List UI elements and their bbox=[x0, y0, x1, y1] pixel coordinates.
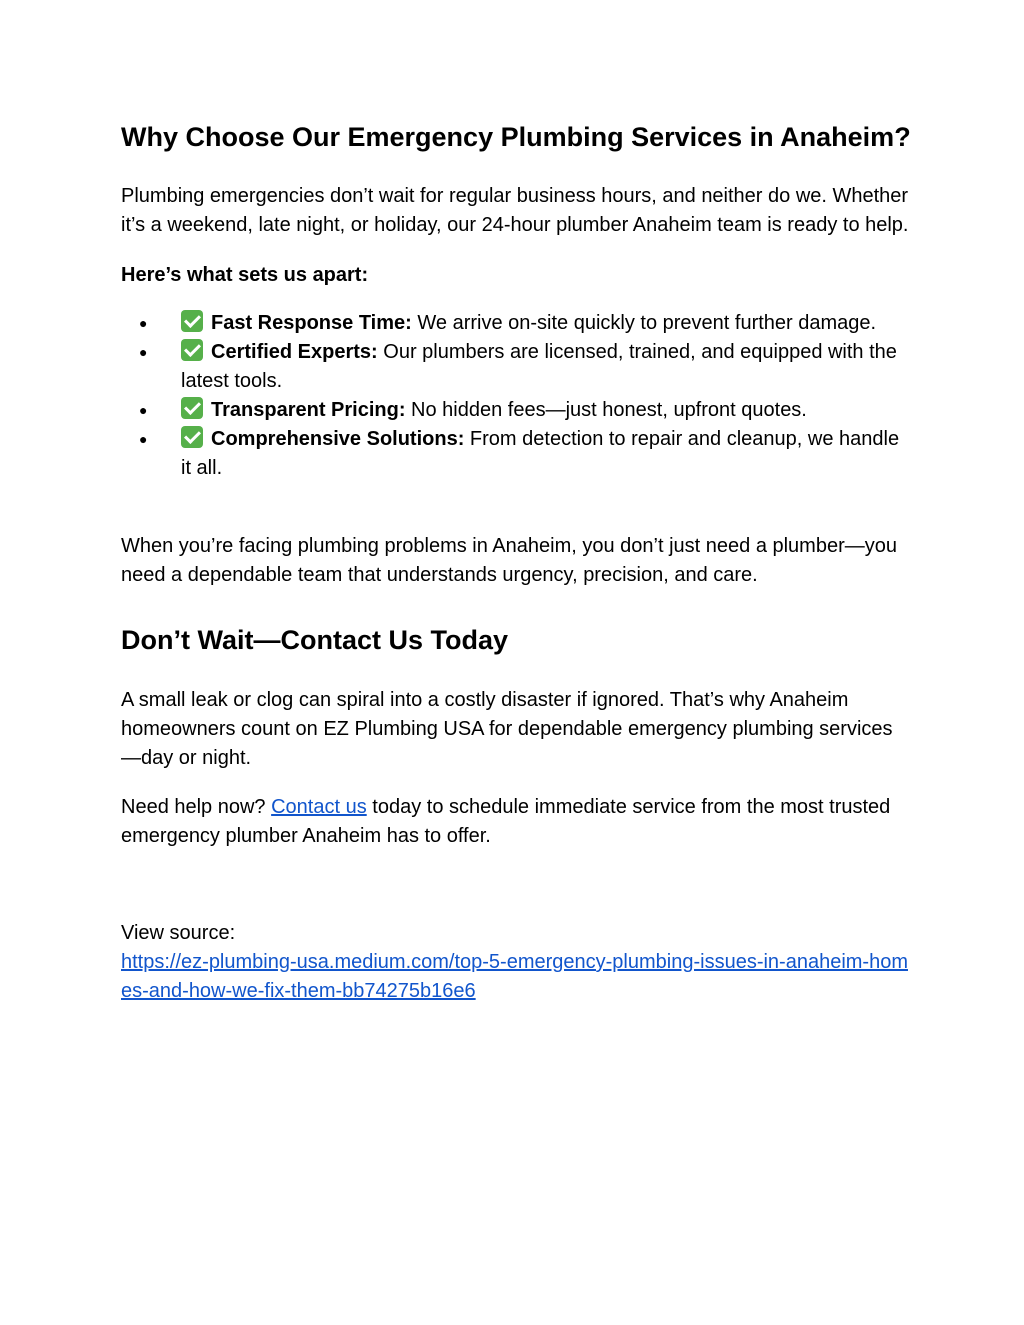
bullet-icon: ● bbox=[139, 402, 148, 418]
feature-label: Transparent Pricing: bbox=[211, 399, 406, 421]
source-label: View source: bbox=[121, 922, 236, 944]
feature-text: No hidden fees—just honest, upfront quotes. bbox=[405, 399, 807, 421]
list-item bbox=[121, 338, 911, 396]
feature-label: Fast Response Time: bbox=[211, 312, 412, 334]
cta-paragraph bbox=[121, 793, 911, 851]
section-title-contact: Don’t Wait—Contact Us Today bbox=[121, 625, 508, 655]
feature-text: From detection to repair and cleanup, we handle it all. bbox=[181, 428, 900, 479]
section-title-why-choose: Why Choose Our Emergency Plumbing Services in Anaheim? bbox=[121, 122, 911, 152]
bullet-icon: ● bbox=[139, 315, 148, 331]
contact-paragraph: A small leak or clog can spiral into a costly disaster if ignored. That’s why Anaheim homeowners count on EZ Plumbing USA for dependable emergency plumbing services—day or night. bbox=[121, 689, 893, 769]
cta-text-after: today to schedule immediate service from the most trusted emergency plumber Anaheim has to offer. bbox=[121, 796, 891, 847]
feature-text: We arrive on-site quickly to prevent further damage. bbox=[411, 312, 877, 334]
source-url-link[interactable]: https://ez-plumbing-usa.medium.com/top-5-emergency-plumbing-issues-in-anaheim-homes-and-how-we-fix-them-bb74275b16e6 bbox=[121, 951, 908, 1002]
list-item bbox=[121, 425, 911, 483]
list-item bbox=[121, 396, 911, 425]
document-page bbox=[121, 118, 911, 1006]
contact-us-link[interactable]: Contact us bbox=[271, 796, 367, 818]
features-lead: Here’s what sets us apart: bbox=[121, 264, 369, 286]
bullet-icon: ● bbox=[139, 431, 148, 447]
check-mark-icon bbox=[181, 397, 203, 419]
list-item bbox=[121, 309, 911, 338]
feature-label: Comprehensive Solutions: bbox=[211, 428, 465, 450]
bullet-icon: ● bbox=[139, 344, 148, 360]
check-mark-icon bbox=[181, 339, 203, 361]
feature-label: Certified Experts: bbox=[211, 341, 378, 363]
features-list bbox=[121, 309, 911, 483]
feature-text: Our plumbers are licensed, trained, and equipped with the latest tools. bbox=[181, 341, 897, 392]
intro-paragraph: Plumbing emergencies don’t wait for regular business hours, and neither do we. Whether it’s a weekend, late night, or holiday, our 24-hour plumber Anaheim team is ready to help. bbox=[121, 185, 909, 236]
source-paragraph bbox=[121, 948, 911, 1006]
cta-text-before: Need help now? bbox=[121, 796, 272, 818]
check-mark-icon bbox=[181, 310, 203, 332]
closing-paragraph: When you’re facing plumbing problems in Anaheim, you don’t just need a plumber—you need a dependable team that understands urgency, precision, and care. bbox=[121, 535, 897, 586]
check-mark-icon bbox=[181, 426, 203, 448]
